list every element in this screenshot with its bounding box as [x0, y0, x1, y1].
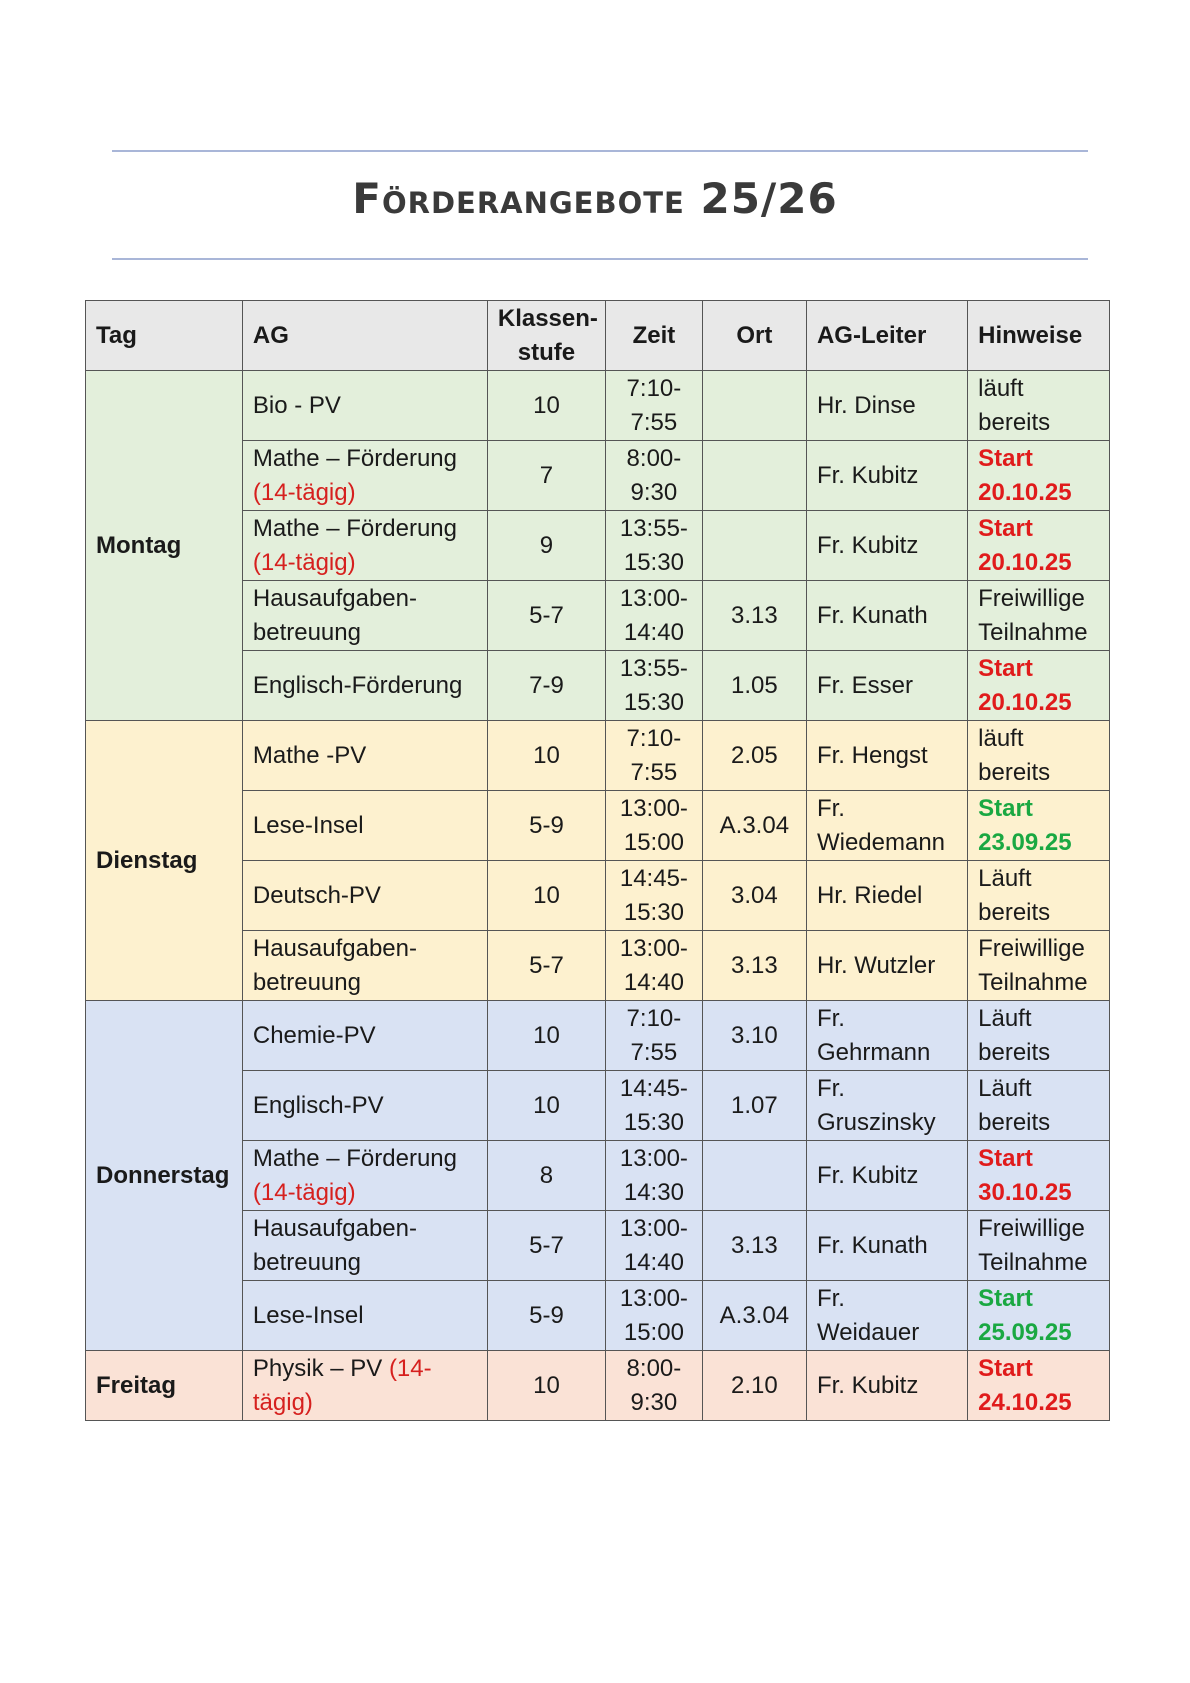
- table-header-row: [86, 301, 1110, 371]
- ag-cell: Mathe – Förderung (14-tägig): [242, 511, 487, 581]
- stufe-cell: 10: [487, 1071, 605, 1141]
- hinweis-cell: Freiwillige Teilnahme: [968, 581, 1110, 651]
- ort-cell: 3.04: [702, 861, 806, 931]
- leiter-cell: Fr. Gehrmann: [806, 1001, 967, 1071]
- leiter-cell: Fr. Hengst: [806, 721, 967, 791]
- title-rule-top: [112, 150, 1088, 152]
- zeit-cell: 13:00- 14:40: [606, 931, 703, 1001]
- leiter-cell: Fr. Esser: [806, 651, 967, 721]
- header-klassenstufe: Klassen- stufe: [487, 301, 605, 371]
- hinweis-cell: Start 30.10.25: [968, 1141, 1110, 1211]
- zeit-cell: 7:10- 7:55: [606, 1001, 703, 1071]
- hinweis-cell: Start 20.10.25: [968, 441, 1110, 511]
- hinweis-cell: Läuft bereits: [968, 1071, 1110, 1141]
- stufe-cell: 7: [487, 441, 605, 511]
- biweekly-note: (14-tägig): [252, 548, 356, 576]
- zeit-cell: 8:00- 9:30: [606, 441, 703, 511]
- ort-cell: 2.10: [702, 1351, 806, 1421]
- ag-cell: Lese-Insel: [242, 791, 487, 861]
- zeit-cell: 13:55- 15:30: [606, 511, 703, 581]
- stufe-cell: 5-9: [487, 1281, 605, 1351]
- zeit-cell: 13:55- 15:30: [606, 651, 703, 721]
- ag-cell: Hausaufgaben- betreuung: [242, 581, 487, 651]
- hinweis-cell: Start 20.10.25: [968, 651, 1110, 721]
- hinweis-cell: Start 23.09.25: [968, 791, 1110, 861]
- leiter-cell: Fr. Kubitz: [806, 441, 967, 511]
- hinweis-cell: Start 25.09.25: [968, 1281, 1110, 1351]
- leiter-cell: Fr. Gruszinsky: [806, 1071, 967, 1141]
- table-row: [86, 1351, 1110, 1421]
- hinweis-cell: Start 24.10.25: [968, 1351, 1110, 1421]
- table-row: [86, 1001, 1110, 1071]
- hinweis-cell: Läuft bereits: [968, 861, 1110, 931]
- table-row: [86, 721, 1110, 791]
- hinweis-cell: Freiwillige Teilnahme: [968, 1211, 1110, 1281]
- header-hinweise: Hinweise: [968, 301, 1110, 371]
- leiter-cell: Fr. Kubitz: [806, 1141, 967, 1211]
- ag-cell: Englisch-Förderung: [242, 651, 487, 721]
- ort-cell: 3.13: [702, 1211, 806, 1281]
- ort-cell: [702, 371, 806, 441]
- ag-cell: Englisch-PV: [242, 1071, 487, 1141]
- ag-cell: Mathe – Förderung (14-tägig): [242, 1141, 487, 1211]
- zeit-cell: 13:00- 15:00: [606, 1281, 703, 1351]
- hinweis-cell: Start 20.10.25: [968, 511, 1110, 581]
- leiter-cell: Fr. Wiedemann: [806, 791, 967, 861]
- stufe-cell: 5-7: [487, 931, 605, 1001]
- zeit-cell: 14:45- 15:30: [606, 1071, 703, 1141]
- ort-cell: 1.05: [702, 651, 806, 721]
- zeit-cell: 7:10- 7:55: [606, 371, 703, 441]
- ag-cell: Mathe – Förderung (14-tägig): [242, 441, 487, 511]
- ag-cell: Bio - PV: [242, 371, 487, 441]
- leiter-cell: Fr. Kunath: [806, 1211, 967, 1281]
- page-title: Förderangebote 25/26: [352, 174, 838, 223]
- stufe-cell: 7-9: [487, 651, 605, 721]
- leiter-cell: Hr. Dinse: [806, 371, 967, 441]
- leiter-cell: Fr. Kubitz: [806, 1351, 967, 1421]
- ag-cell: Lese-Insel: [242, 1281, 487, 1351]
- day-cell-freitag: Freitag: [86, 1351, 243, 1421]
- ort-cell: [702, 511, 806, 581]
- schedule-table: [85, 300, 1110, 1421]
- zeit-cell: 14:45- 15:30: [606, 861, 703, 931]
- ag-cell: Hausaufgaben- betreuung: [242, 1211, 487, 1281]
- ag-cell: Physik – PV (14- tägig): [242, 1351, 487, 1421]
- leiter-cell: Hr. Wutzler: [806, 931, 967, 1001]
- hinweis-cell: Läuft bereits: [968, 1001, 1110, 1071]
- ag-cell: Chemie-PV: [242, 1001, 487, 1071]
- stufe-cell: 5-9: [487, 791, 605, 861]
- stufe-cell: 9: [487, 511, 605, 581]
- hinweis-cell: läuft bereits: [968, 721, 1110, 791]
- biweekly-note: (14-tägig): [252, 478, 356, 506]
- header-ag: AG: [242, 301, 487, 371]
- stufe-cell: 10: [487, 1001, 605, 1071]
- biweekly-note: (14-tägig): [252, 1178, 356, 1206]
- table-row: [86, 371, 1110, 441]
- stufe-cell: 10: [487, 721, 605, 791]
- zeit-cell: 13:00- 14:30: [606, 1141, 703, 1211]
- day-cell-donnerstag: Donnerstag: [86, 1001, 243, 1351]
- biweekly-note: (14-: [388, 1354, 432, 1382]
- title-rule-bottom: [112, 258, 1088, 260]
- day-cell-montag: Montag: [86, 371, 243, 721]
- zeit-cell: 7:10- 7:55: [606, 721, 703, 791]
- stufe-cell: 10: [487, 861, 605, 931]
- zeit-cell: 13:00- 14:40: [606, 1211, 703, 1281]
- stufe-cell: 5-7: [487, 581, 605, 651]
- stufe-cell: 10: [487, 371, 605, 441]
- header-zeit: Zeit: [606, 301, 703, 371]
- stufe-cell: 10: [487, 1351, 605, 1421]
- leiter-cell: Fr. Kunath: [806, 581, 967, 651]
- hinweis-cell: Freiwillige Teilnahme: [968, 931, 1110, 1001]
- hinweis-cell: läuft bereits: [968, 371, 1110, 441]
- ort-cell: 2.05: [702, 721, 806, 791]
- leiter-cell: Fr. Kubitz: [806, 511, 967, 581]
- stufe-cell: 5-7: [487, 1211, 605, 1281]
- ag-cell: Hausaufgaben- betreuung: [242, 931, 487, 1001]
- ort-cell: A.3.04: [702, 1281, 806, 1351]
- zeit-cell: 13:00- 14:40: [606, 581, 703, 651]
- stufe-cell: 8: [487, 1141, 605, 1211]
- leiter-cell: Fr. Weidauer: [806, 1281, 967, 1351]
- ort-cell: 1.07: [702, 1071, 806, 1141]
- ort-cell: 3.13: [702, 581, 806, 651]
- header-ag-leiter: AG-Leiter: [806, 301, 967, 371]
- ort-cell: A.3.04: [702, 791, 806, 861]
- header-tag: Tag: [86, 301, 243, 371]
- ag-cell: Deutsch-PV: [242, 861, 487, 931]
- day-cell-dienstag: Dienstag: [86, 721, 243, 1001]
- leiter-cell: Hr. Riedel: [806, 861, 967, 931]
- zeit-cell: 8:00- 9:30: [606, 1351, 703, 1421]
- ort-cell: 3.13: [702, 931, 806, 1001]
- ort-cell: 3.10: [702, 1001, 806, 1071]
- ag-cell: Mathe -PV: [242, 721, 487, 791]
- ort-cell: [702, 441, 806, 511]
- zeit-cell: 13:00- 15:00: [606, 791, 703, 861]
- header-ort: Ort: [702, 301, 806, 371]
- ort-cell: [702, 1141, 806, 1211]
